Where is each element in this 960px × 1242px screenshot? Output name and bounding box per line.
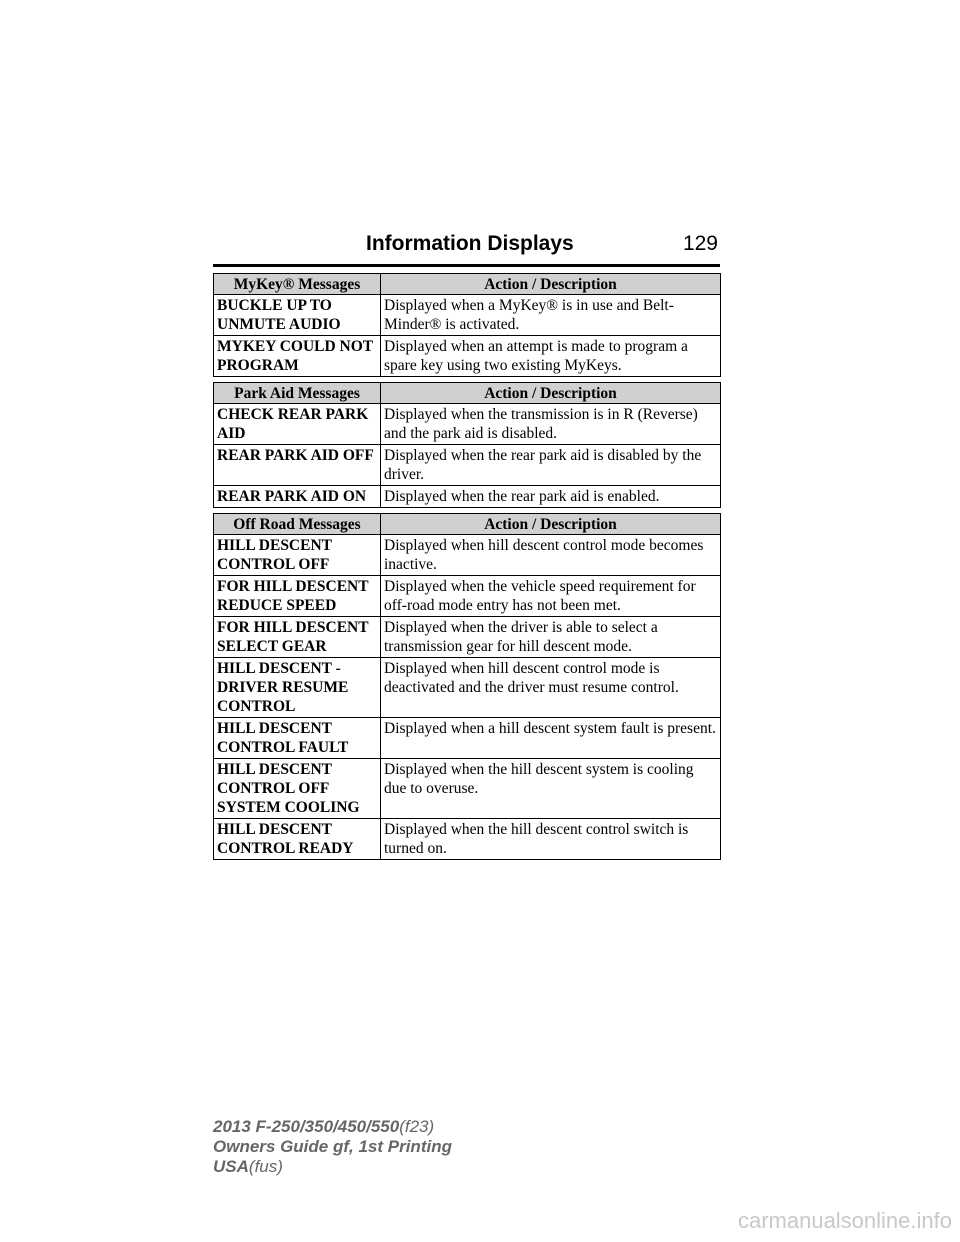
message-description: Displayed when the vehicle speed requirement for off-road mode entry has not been met.	[381, 576, 721, 617]
message-tables	[213, 273, 720, 865]
table-row	[214, 617, 721, 658]
message-description: Displayed when the rear park aid is disabled by the driver.	[381, 445, 721, 486]
table-header-row	[214, 514, 721, 535]
table-row	[214, 819, 721, 860]
message-name: HILL DESCENT CONTROL OFF	[214, 535, 381, 576]
column-header-description: Action / Description	[381, 383, 721, 404]
message-description: Displayed when the driver is able to select a transmission gear for hill descent mode.	[381, 617, 721, 658]
message-name: REAR PARK AID ON	[214, 486, 381, 508]
table-row	[214, 658, 721, 718]
message-description: Displayed when a hill descent system fault is present.	[381, 718, 721, 759]
message-table	[213, 513, 721, 860]
message-description: Displayed when an attempt is made to program a spare key using two existing MyKeys.	[381, 336, 721, 377]
page-header	[213, 232, 720, 267]
footer-line-2	[213, 1137, 452, 1157]
table-row	[214, 486, 721, 508]
table-row	[214, 576, 721, 617]
message-table	[213, 382, 721, 508]
message-name: CHECK REAR PARK AID	[214, 404, 381, 445]
document-footer	[213, 1117, 452, 1177]
footer-market: USA	[213, 1157, 249, 1176]
message-name: FOR HILL DESCENT REDUCE SPEED	[214, 576, 381, 617]
table-row	[214, 336, 721, 377]
table-row	[214, 404, 721, 445]
footer-guide: Owners Guide gf, 1st Printing	[213, 1137, 452, 1156]
column-header-description: Action / Description	[381, 514, 721, 535]
message-description: Displayed when the rear park aid is enabled.	[381, 486, 721, 508]
table-row	[214, 445, 721, 486]
message-description: Displayed when hill descent control mode is deactivated and the driver must resume control.	[381, 658, 721, 718]
message-description: Displayed when a MyKey® is in use and Belt-Minder® is activated.	[381, 295, 721, 336]
message-description: Displayed when the transmission is in R (Reverse) and the park aid is disabled.	[381, 404, 721, 445]
footer-line-3	[213, 1157, 452, 1177]
message-name: FOR HILL DESCENT SELECT GEAR	[214, 617, 381, 658]
message-table	[213, 273, 721, 377]
footer-line-1	[213, 1117, 452, 1137]
section-title: Information Displays	[366, 232, 574, 255]
message-name: HILL DESCENT CONTROL FAULT	[214, 718, 381, 759]
footer-market-code: (fus)	[248, 1157, 283, 1176]
footer-model-code: (f23)	[399, 1117, 435, 1136]
page-number: 129	[682, 232, 718, 255]
message-name: HILL DESCENT CONTROL READY	[214, 819, 381, 860]
table-row	[214, 718, 721, 759]
message-description: Displayed when the hill descent system is cooling due to overuse.	[381, 759, 721, 819]
message-name: HILL DESCENT - DRIVER RESUME CONTROL	[214, 658, 381, 718]
table-header-row	[214, 383, 721, 404]
message-name: REAR PARK AID OFF	[214, 445, 381, 486]
column-header-messages: MyKey® Messages	[214, 274, 381, 295]
table-header-row	[214, 274, 721, 295]
table-row	[214, 759, 721, 819]
column-header-messages: Off Road Messages	[214, 514, 381, 535]
footer-model: 2013 F-250/350/450/550	[213, 1117, 400, 1136]
message-name: MYKEY COULD NOT PROGRAM	[214, 336, 381, 377]
message-description: Displayed when the hill descent control switch is turned on.	[381, 819, 721, 860]
message-name: HILL DESCENT CONTROL OFF SYSTEM COOLING	[214, 759, 381, 819]
message-description: Displayed when hill descent control mode becomes inactive.	[381, 535, 721, 576]
table-row	[214, 535, 721, 576]
watermark-text: carmanualsonline.info	[737, 1208, 952, 1233]
column-header-description: Action / Description	[381, 274, 721, 295]
table-row	[214, 295, 721, 336]
message-name: BUCKLE UP TO UNMUTE AUDIO	[214, 295, 381, 336]
column-header-messages: Park Aid Messages	[214, 383, 381, 404]
